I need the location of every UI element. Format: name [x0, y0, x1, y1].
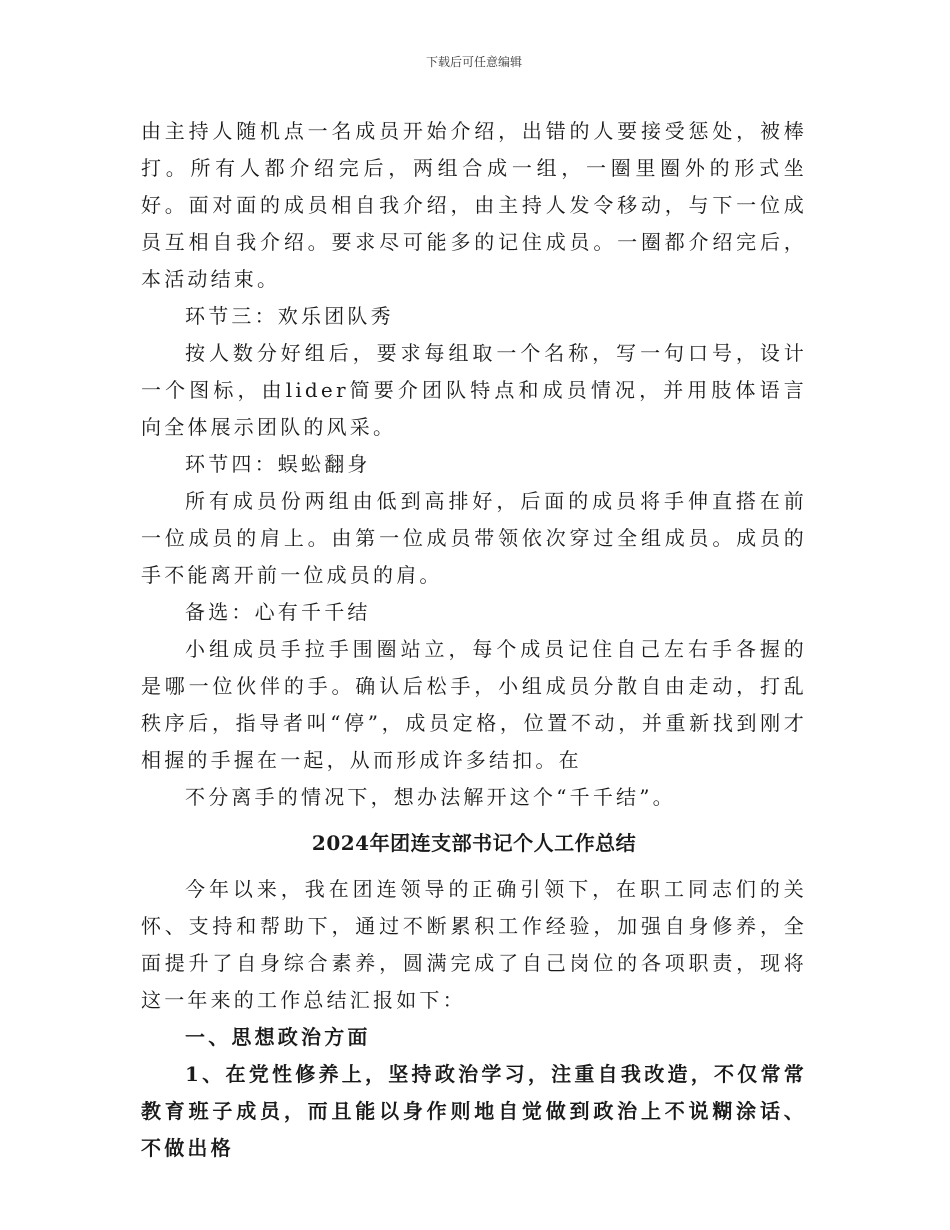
- section-heading: 环节四：蜈蚣翻身: [185, 452, 371, 476]
- paragraph: 由主持人随机点一名成员开始介绍，出错的人要接受惩处，被棒打。所有人都介绍完后，两组合成一组，一圈里圈外的形式坐好。面对面的成员相自我介绍，由主持人发令移动，与下一位成员互相自我介绍。要求尽可能多的记住成员。一圈都介绍完后，本活动结束。: [141, 119, 807, 291]
- document-body: [141, 113, 807, 1167]
- paragraph: 小组成员手拉手围圈站立，每个成员记住自己左右手各握的是哪一位伙伴的手。确认后松手，小组成员分散自由走动，打乱秩序后，指导者叫“停”，成员定格，位置不动，并重新找到刚才相握的手握在一起，从而形成许多结扣。在: [141, 637, 807, 772]
- section-heading: 备选：心有千千结: [185, 600, 371, 624]
- page-header-note: 下载后可任意编辑: [425, 55, 522, 69]
- section-heading: 环节三：欢乐团队秀: [185, 304, 394, 328]
- paragraph: 不分离手的情况下，想办法解开这个“千千结”。: [185, 785, 676, 809]
- paragraph: 所有成员份两组由低到高排好，后面的成员将手伸直搭在前一位成员的肩上。由第一位成员带领依次穿过全组成员。成员的手不能离开前一位成员的肩。: [141, 489, 807, 587]
- paragraph: 1、在党性修养上，坚持政治学习，注重自我改造，不仅常常教育班子成员，而且能以身作则地自觉做到政治上不说糊涂话、不做出格: [141, 1062, 807, 1160]
- section-heading: 一、思想政治方面: [185, 1025, 371, 1049]
- document-title: 2024年团连支部书记个人工作总结: [311, 831, 637, 855]
- paragraph: 今年以来，我在团连领导的正确引领下，在职工同志们的关怀、支持和帮助下，通过不断累积工作经验，加强自身修养，全面提升了自身综合素养，圆满完成了自己岗位的各项职责，现将这一年来的工作总结汇报如下：: [141, 877, 807, 1012]
- paragraph: 按人数分好组后，要求每组取一个名称，写一句口号，设计一个图标，由lider简要介团队特点和成员情况，并用肢体语言向全体展示团队的风采。: [141, 341, 807, 439]
